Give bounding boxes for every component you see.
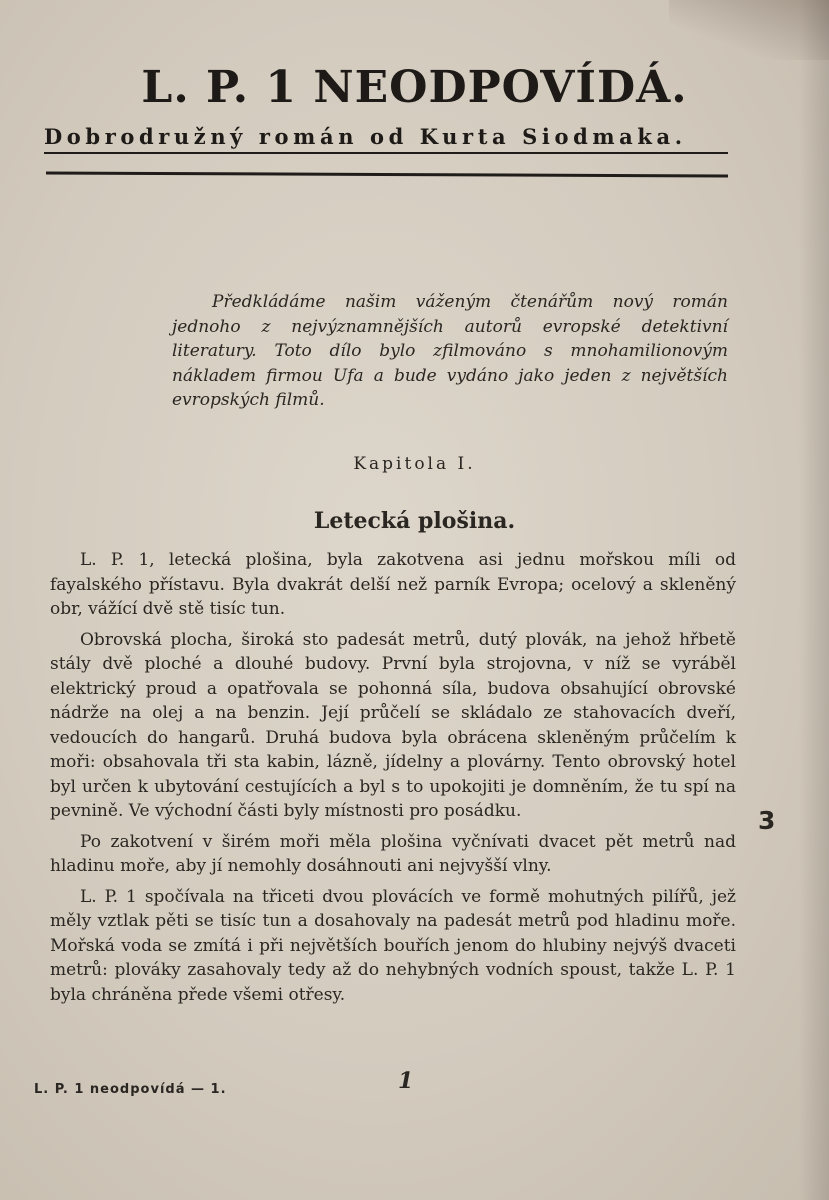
body-paragraph: L. P. 1 spočívala na třiceti dvou plovácích ve formě mohutných pilířů, jež měly vztlak pěti se tisíc tun a dosahovaly na padesát metrů pod hladinu moře. Mořská voda se zmítá i při největších bouřích jenom do hlubiny nejvýš dvaceti metrů: plováky zasahovaly tedy až do nehybných vodních spoust, takže L. P. 1 byla chráněna přede všemi otřesy. <box>50 886 736 1005</box>
page-number: 1 <box>398 1068 414 1094</box>
book-subtitle: Dobrodružný román od Kurta Siodmaka. <box>44 124 687 149</box>
page-edge-shadow <box>799 0 829 1200</box>
margin-number: 3 <box>758 806 776 835</box>
chapter-title: Letecká plošina. <box>313 508 516 534</box>
body-paragraph: Obrovská plocha, široká sto padesát metrů, dutý plovák, na jehož hřbetě stály dvě ploché a dlouhé budovy. První byla strojovna, v níž se vyráběl elektrický proud a opatřovala se pohonná síla, budova obsahující obrovské nádrže na olej a na benzin. Její průčelí se skládalo ze stahovacích dveří, vedoucích do hangarů. Druhá budova byla obrácena skleněným průčelím k moři: obsahovala tři sta kabin, lázně, jídelny a plovárny. Tento obrovský hotel byl určen k ubytování cestujících a byl s to upokojiti je domněním, že tu spí na pevnině. Ve východní části byly místnosti pro posádku. <box>50 629 736 821</box>
chapter-body <box>50 548 736 1013</box>
chapter-label: Kapitola I. <box>353 454 476 474</box>
title-rule-top <box>44 152 728 154</box>
body-paragraph: Po zakotvení v širém moři měla plošina vyčnívati dvacet pět metrů nad hladinu moře, aby jí nemohly dosáhnouti ani nejvyšší vlny. <box>50 831 736 876</box>
title-rule-bottom <box>46 172 728 178</box>
footer-signature: L. P. 1 neodpovídá — 1. <box>34 1082 227 1097</box>
body-paragraph: L. P. 1, letecká plošina, byla zakotvena asi jednu mořskou míli od fayalského přístavu. Byla dvakrát delší než parník Evropa; ocelový a skleněný obr, vážící dvě stě tisíc tun. <box>50 550 736 619</box>
intro-paragraph: Předkládáme našim váženým čtenářům nový román jednoho z nejvýznamnějších autorů evropské detektivní literatury. Toto dílo bylo zfilmováno s mnohamilionovým nákladem firmou Ufa a bude vydáno jako jeden z největších evropských filmů. <box>172 292 728 410</box>
book-title: L. P. 1 NEODPOVÍDÁ. <box>141 62 688 113</box>
